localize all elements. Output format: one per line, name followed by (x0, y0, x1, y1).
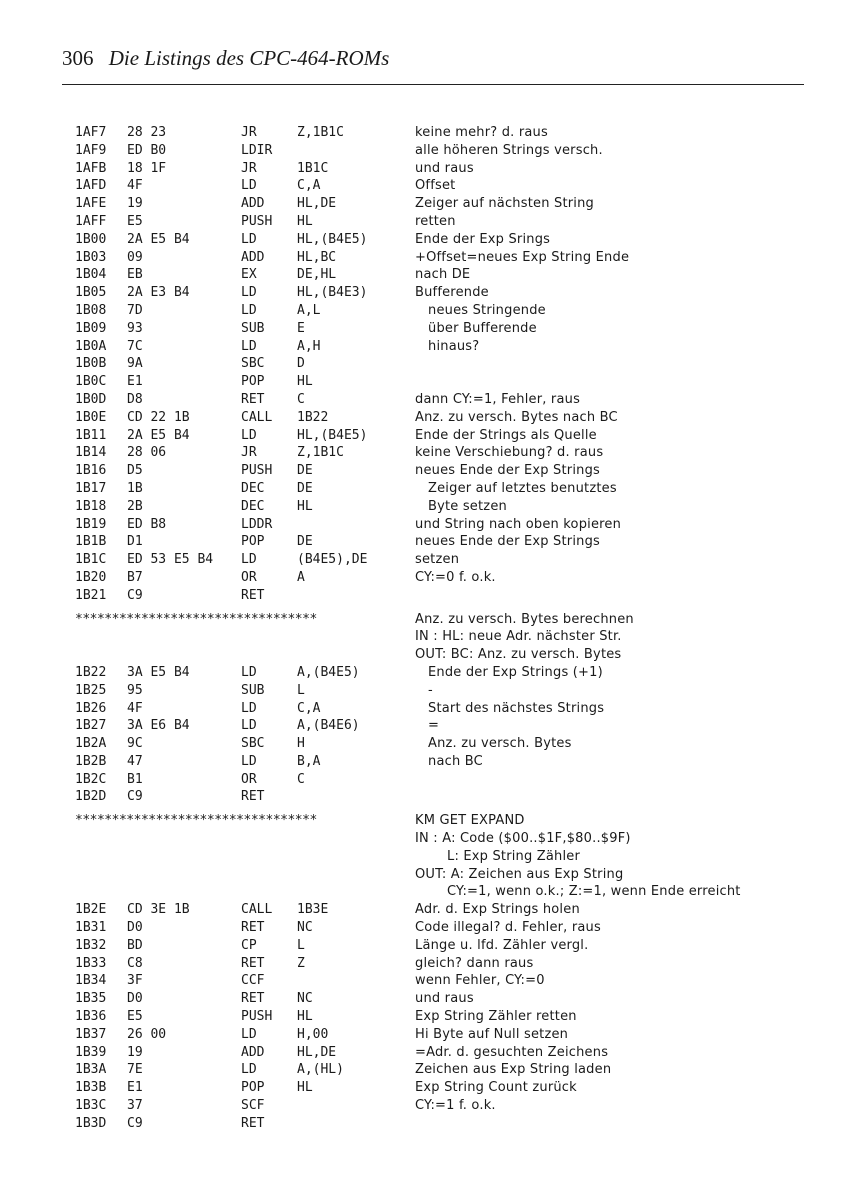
opcode-bytes: B1 (127, 771, 143, 787)
mnemonic: LD (241, 338, 257, 354)
operand: Z,1B1C (297, 445, 344, 461)
opcode-bytes: 2A E5 B4 (127, 231, 190, 247)
mnemonic: CALL (241, 902, 273, 918)
opcode-bytes: 37 (127, 1098, 143, 1114)
comment: Hi Byte auf Null setzen (415, 1026, 569, 1042)
mnemonic: SUB (241, 320, 265, 336)
operand: H,00 (297, 1026, 329, 1042)
address: 1B35 (75, 991, 107, 1007)
operand: A (297, 569, 305, 585)
mnemonic: RET (241, 587, 265, 603)
opcode-bytes: B7 (127, 569, 143, 585)
operand: HL,(B4E3) (297, 285, 368, 301)
comment: über Bufferende (428, 320, 537, 336)
listing-row (75, 498, 810, 516)
mnemonic: ADD (241, 196, 265, 212)
operand: HL (297, 1080, 313, 1096)
opcode-bytes: D5 (127, 463, 143, 479)
listing-row (75, 753, 810, 771)
comment: Offset (415, 178, 456, 194)
comment: alle höheren Strings versch. (415, 142, 603, 158)
mnemonic: SUB (241, 682, 265, 698)
listing-row (75, 883, 810, 901)
listing-row (75, 682, 810, 700)
mnemonic: RET (241, 955, 265, 971)
listing-row (75, 373, 810, 391)
address: 1B2C (75, 771, 107, 787)
listing-row (75, 142, 810, 160)
address: 1B37 (75, 1026, 107, 1042)
comment: Ende der Exp Srings (415, 231, 551, 247)
listing-row (75, 1115, 810, 1133)
mnemonic: LD (241, 302, 257, 318)
address: 1B08 (75, 302, 107, 318)
mnemonic: PUSH (241, 213, 273, 229)
comment: Ende der Exp Strings (+1) (428, 664, 603, 680)
address: 1B0E (75, 409, 107, 425)
operand: D (297, 356, 305, 372)
address: 1B32 (75, 937, 107, 953)
address: 1B19 (75, 516, 107, 532)
operand: C (297, 391, 305, 407)
listing-row (75, 231, 810, 249)
comment: Anz. zu versch. Bytes nach BC (415, 409, 618, 425)
mnemonic: SCF (241, 1098, 265, 1114)
mnemonic: JR (241, 445, 257, 461)
listing-row (75, 338, 810, 356)
operand: H (297, 736, 305, 752)
opcode-bytes: 3A E5 B4 (127, 664, 190, 680)
comment: OUT: A: Zeichen aus Exp String (415, 866, 624, 882)
opcode-bytes: 7E (127, 1062, 143, 1078)
mnemonic: LD (241, 700, 257, 716)
listing-row (75, 516, 810, 534)
page-header (62, 46, 389, 71)
address: 1B25 (75, 682, 107, 698)
opcode-bytes: 3A E6 B4 (127, 718, 190, 734)
listing-row (75, 355, 810, 373)
address: 1B2D (75, 789, 107, 805)
mnemonic: POP (241, 374, 265, 390)
listing-row (75, 1044, 810, 1062)
listing-row (75, 628, 810, 646)
opcode-bytes: D1 (127, 534, 143, 550)
mnemonic: LDDR (241, 516, 273, 532)
opcode-bytes: C9 (127, 1115, 143, 1131)
listing-row (75, 1008, 810, 1026)
comment: und raus (415, 991, 474, 1007)
address: 1B39 (75, 1044, 107, 1060)
comment: CY:=1 f. o.k. (415, 1098, 496, 1114)
opcode-bytes: 19 (127, 196, 143, 212)
opcode-bytes: ED 53 E5 B4 (127, 552, 214, 568)
address: 1AFF (75, 213, 107, 229)
mnemonic: LD (241, 1026, 257, 1042)
listing-row (75, 830, 810, 848)
opcode-bytes: D0 (127, 991, 143, 1007)
operand: E (297, 320, 305, 336)
comment: Ende der Strings als Quelle (415, 427, 597, 443)
comment: Zeichen aus Exp String laden (415, 1062, 612, 1078)
opcode-bytes: E1 (127, 1080, 143, 1096)
address: 1B2B (75, 753, 107, 769)
opcode-bytes: CD 3E 1B (127, 902, 190, 918)
opcode-bytes: 28 06 (127, 445, 167, 461)
opcode-bytes: ED B8 (127, 516, 167, 532)
opcode-bytes: E1 (127, 374, 143, 390)
address: 1B14 (75, 445, 107, 461)
comment: nach DE (415, 267, 471, 283)
mnemonic: RET (241, 789, 265, 805)
address: 1B3B (75, 1080, 107, 1096)
opcode-bytes: 2A E5 B4 (127, 427, 190, 443)
mnemonic: JR (241, 160, 257, 176)
mnemonic: OR (241, 569, 257, 585)
opcode-bytes: 95 (127, 682, 143, 698)
comment: Adr. d. Exp Strings holen (415, 902, 580, 918)
section-separator-row (75, 611, 810, 629)
address: 1B17 (75, 480, 107, 496)
opcode-bytes: 19 (127, 1044, 143, 1060)
listing-row (75, 320, 810, 338)
opcode-bytes: 3F (127, 973, 143, 989)
listing-row (75, 1097, 810, 1115)
opcode-bytes: 4F (127, 178, 143, 194)
listing-row (75, 848, 810, 866)
operand: HL (297, 1009, 313, 1025)
listing-row (75, 771, 810, 789)
listing-row (75, 717, 810, 735)
address: 1B3C (75, 1098, 107, 1114)
comment: Anz. zu versch. Bytes (428, 736, 572, 752)
address: 1AF7 (75, 125, 107, 140)
listing-row (75, 919, 810, 937)
operand: HL (297, 374, 313, 390)
address: 1B3A (75, 1062, 107, 1078)
listing-row (75, 551, 810, 569)
listing-row (75, 937, 810, 955)
operand: C,A (297, 700, 321, 716)
opcode-bytes: ED B0 (127, 142, 167, 158)
comment: hinaus? (428, 338, 480, 354)
address: 1AF9 (75, 142, 107, 158)
listing-row (75, 664, 810, 682)
address: 1B27 (75, 718, 107, 734)
address: 1B11 (75, 427, 107, 443)
listing-row (75, 646, 810, 664)
listing-row (75, 735, 810, 753)
operand: C (297, 771, 305, 787)
operand: A,(B4E6) (297, 718, 360, 734)
opcode-bytes: E5 (127, 1009, 143, 1025)
address: 1B2E (75, 902, 107, 918)
listing-row (75, 427, 810, 445)
mnemonic: LD (241, 427, 257, 443)
mnemonic: CP (241, 937, 257, 953)
address: 1B04 (75, 267, 107, 283)
address: 1B20 (75, 569, 107, 585)
operand: A,(B4E5) (297, 664, 360, 680)
listing-row (75, 972, 810, 990)
comment: Zeiger auf letztes benutztes (428, 480, 617, 496)
listing-row (75, 213, 810, 231)
address: 1B09 (75, 320, 107, 336)
comment: = (428, 718, 440, 734)
comment: Exp String Count zurück (415, 1080, 577, 1096)
operand: HL (297, 213, 313, 229)
operand: 1B3E (297, 902, 329, 918)
comment: Bufferende (415, 285, 489, 301)
comment: und raus (415, 160, 474, 176)
operand: Z (297, 955, 305, 971)
listing-row (75, 391, 810, 409)
mnemonic: LD (241, 1062, 257, 1078)
address: 1B1B (75, 534, 107, 550)
listing-row (75, 1079, 810, 1097)
operand: L (297, 682, 305, 698)
comment: Byte setzen (428, 498, 507, 514)
comment: nach BC (428, 753, 483, 769)
address: 1B0D (75, 391, 107, 407)
listing-row (75, 284, 810, 302)
listing-row (75, 160, 810, 178)
mnemonic: LD (241, 552, 257, 568)
comment: dann CY:=1, Fehler, raus (415, 391, 581, 407)
mnemonic: OR (241, 771, 257, 787)
mnemonic: CALL (241, 409, 273, 425)
separator-stars: ********************************* (75, 813, 317, 829)
mnemonic: RET (241, 391, 265, 407)
opcode-bytes: C9 (127, 789, 143, 805)
section-separator-row (75, 812, 810, 830)
comment: IN : A: Code ($00..$1F,$80..$9F) (415, 831, 631, 847)
address: 1B03 (75, 249, 107, 265)
operand: HL,(B4E5) (297, 231, 368, 247)
opcode-bytes: 1B (127, 480, 143, 496)
address: 1B16 (75, 463, 107, 479)
address: 1B0B (75, 356, 107, 372)
operand: HL (297, 498, 313, 514)
comment: Start des nächstes Strings (428, 700, 605, 716)
opcode-bytes: E5 (127, 213, 143, 229)
listing-row (75, 587, 810, 605)
mnemonic: LD (241, 753, 257, 769)
comment: - (428, 682, 433, 698)
opcode-bytes: 26 00 (127, 1026, 167, 1042)
opcode-bytes: 7D (127, 302, 143, 318)
address: 1AFE (75, 196, 107, 212)
address: 1B0C (75, 374, 107, 390)
listing-row (75, 990, 810, 1008)
mnemonic: ADD (241, 1044, 265, 1060)
opcode-bytes: 28 23 (127, 125, 167, 140)
address: 1B18 (75, 498, 107, 514)
address: 1B3D (75, 1115, 107, 1131)
address: 1B34 (75, 973, 107, 989)
operand: 1B1C (297, 160, 329, 176)
comment: CY:=1, wenn o.k.; Z:=1, wenn Ende erreicht (447, 884, 741, 900)
opcode-bytes: 09 (127, 249, 143, 265)
mnemonic: RET (241, 1115, 265, 1131)
listing-row (75, 901, 810, 919)
listing-row (75, 480, 810, 498)
separator-stars: ********************************* (75, 611, 317, 627)
operand: A,H (297, 338, 321, 354)
opcode-bytes: 47 (127, 753, 143, 769)
mnemonic: RET (241, 920, 265, 936)
mnemonic: LDIR (241, 142, 273, 158)
mnemonic: SBC (241, 356, 265, 372)
mnemonic: EX (241, 267, 257, 283)
mnemonic: DEC (241, 498, 265, 514)
opcode-bytes: 2B (127, 498, 143, 514)
mnemonic: POP (241, 534, 265, 550)
listing-row (75, 788, 810, 806)
mnemonic: LD (241, 231, 257, 247)
listing-row (75, 1026, 810, 1044)
opcode-bytes: 7C (127, 338, 143, 354)
header-rule (62, 84, 804, 85)
listing-row (75, 1061, 810, 1079)
address: 1AFD (75, 178, 107, 194)
mnemonic: SBC (241, 736, 265, 752)
mnemonic: RET (241, 991, 265, 1007)
assembly-listing (75, 124, 810, 1133)
operand: B,A (297, 753, 321, 769)
comment: setzen (415, 552, 460, 568)
mnemonic: LD (241, 178, 257, 194)
listing-row (75, 302, 810, 320)
address: 1AFB (75, 160, 107, 176)
mnemonic: CCF (241, 973, 265, 989)
address: 1B1C (75, 552, 107, 568)
operand: DE,HL (297, 267, 337, 283)
address: 1B21 (75, 587, 107, 603)
listing-row (75, 124, 810, 142)
address: 1B0A (75, 338, 107, 354)
comment: OUT: BC: Anz. zu versch. Bytes (415, 647, 622, 663)
mnemonic: POP (241, 1080, 265, 1096)
opcode-bytes: C8 (127, 955, 143, 971)
comment: Exp String Zähler retten (415, 1009, 577, 1025)
operand: A,L (297, 302, 321, 318)
comment: Zeiger auf nächsten String (415, 196, 594, 212)
operand: HL,BC (297, 249, 337, 265)
listing-row (75, 444, 810, 462)
mnemonic: DEC (241, 480, 265, 496)
comment: Code illegal? d. Fehler, raus (415, 920, 601, 936)
listing-row (75, 462, 810, 480)
listing-row (75, 249, 810, 267)
operand: DE (297, 480, 313, 496)
address: 1B05 (75, 285, 107, 301)
address: 1B2A (75, 736, 107, 752)
opcode-bytes: CD 22 1B (127, 409, 190, 425)
comment: =Adr. d. gesuchten Zeichens (415, 1044, 609, 1060)
comment: Anz. zu versch. Bytes berechnen (415, 611, 634, 627)
mnemonic: PUSH (241, 1009, 273, 1025)
mnemonic: LD (241, 718, 257, 734)
comment: wenn Fehler, CY:=0 (415, 973, 545, 989)
mnemonic: LD (241, 285, 257, 301)
operand: 1B22 (297, 409, 329, 425)
operand: HL,DE (297, 196, 337, 212)
address: 1B26 (75, 700, 107, 716)
comment: Länge u. lfd. Zähler vergl. (415, 937, 589, 953)
comment: gleich? dann raus (415, 955, 534, 971)
comment: IN : HL: neue Adr. nächster Str. (415, 629, 622, 645)
address: 1B36 (75, 1009, 107, 1025)
mnemonic: LD (241, 664, 257, 680)
operand: L (297, 937, 305, 953)
comment: neues Ende der Exp Strings (415, 534, 601, 550)
listing-row (75, 409, 810, 427)
opcode-bytes: 93 (127, 320, 143, 336)
address: 1B00 (75, 231, 107, 247)
operand: DE (297, 463, 313, 479)
comment: keine Verschiebung? d. raus (415, 445, 604, 461)
listing-row (75, 866, 810, 884)
opcode-bytes: C9 (127, 587, 143, 603)
operand: (B4E5),DE (297, 552, 368, 568)
operand: A,(HL) (297, 1062, 344, 1078)
address: 1B33 (75, 955, 107, 971)
listing-row (75, 569, 810, 587)
comment: KM GET EXPAND (415, 813, 525, 829)
operand: HL,DE (297, 1044, 337, 1060)
opcode-bytes: 4F (127, 700, 143, 716)
opcode-bytes: 18 1F (127, 160, 167, 176)
comment: retten (415, 213, 456, 229)
opcode-bytes: D0 (127, 920, 143, 936)
operand: NC (297, 920, 313, 936)
comment: neues Ende der Exp Strings (415, 463, 601, 479)
operand: NC (297, 991, 313, 1007)
listing-row (75, 195, 810, 213)
opcode-bytes: 9C (127, 736, 143, 752)
listing-row (75, 700, 810, 718)
mnemonic: ADD (241, 249, 265, 265)
address: 1B22 (75, 664, 107, 680)
comment: keine mehr? d. raus (415, 125, 548, 140)
opcode-bytes: BD (127, 937, 143, 953)
operand: DE (297, 534, 313, 550)
comment: CY:=0 f. o.k. (415, 569, 496, 585)
opcode-bytes: EB (127, 267, 143, 283)
page-title: Die Listings des CPC-464-ROMs (108, 46, 390, 70)
mnemonic: JR (241, 125, 257, 140)
listing-row (75, 266, 810, 284)
operand: C,A (297, 178, 321, 194)
comment: L: Exp String Zähler (447, 848, 581, 864)
operand: HL,(B4E5) (297, 427, 368, 443)
opcode-bytes: 9A (127, 356, 143, 372)
opcode-bytes: 2A E3 B4 (127, 285, 190, 301)
operand: Z,1B1C (297, 125, 344, 140)
address: 1B31 (75, 920, 107, 936)
comment: +Offset=neues Exp String Ende (415, 249, 630, 265)
listing-row (75, 955, 810, 973)
listing-row (75, 177, 810, 195)
listing-row (75, 533, 810, 551)
comment: neues Stringende (428, 302, 546, 318)
page-number: 306 (62, 46, 94, 70)
opcode-bytes: D8 (127, 391, 143, 407)
mnemonic: PUSH (241, 463, 273, 479)
comment: und String nach oben kopieren (415, 516, 622, 532)
